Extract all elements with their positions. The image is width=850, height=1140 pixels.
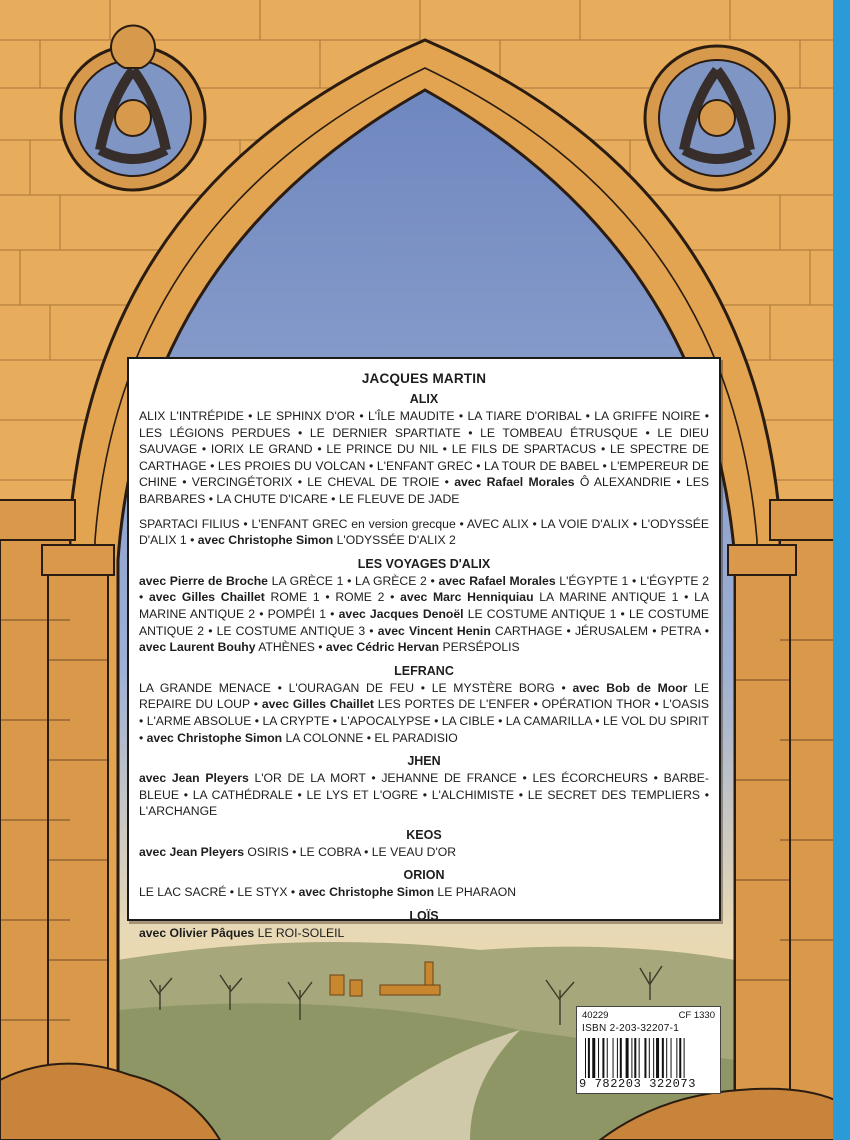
series-title-lois: LOÏS: [409, 909, 439, 924]
barcode-bar: [679, 1038, 681, 1078]
book-spine-edge: [833, 0, 850, 1140]
series-title-alix: ALIX: [409, 392, 439, 406]
barcode-bar: [684, 1038, 685, 1078]
barcode-bar: [613, 1038, 614, 1078]
barcode-bar: [676, 1038, 677, 1078]
cf-code: CF 1330: [678, 1010, 715, 1021]
barcode-bar: [620, 1038, 622, 1078]
barcode-bar: [585, 1038, 586, 1078]
catalog-panel: [127, 357, 721, 941]
barcode-bar: [592, 1038, 595, 1078]
barcode-bar: [671, 1038, 672, 1078]
barcode-bar: [626, 1038, 629, 1078]
barcode-bar: [634, 1038, 636, 1078]
barcode-bar: [649, 1038, 650, 1078]
barcode-bar: [607, 1038, 608, 1078]
series-list-lefranc: LA GRANDE MENACE • L'OURAGAN DE FEU • LE MYSTÈRE BORG • avec Bob de Moor LE REPAIRE DU LOUP • avec Gilles Chaillet LES PORTES DE L'ENFER • OPÉRATION THOR • L'OASIS • L'ARME ABSOLUE • LA CRYPTE • L'APOCALYPSE • LA CIBLE • LA CAMARILLA • LE VOL DU SPIRIT • avec Christophe Simon LA COLONNE • EL PARADISIO: [139, 680, 709, 745]
barcode-bar: [666, 1038, 667, 1078]
barcode-bars: [585, 1038, 715, 1078]
series-list-keos: avec Jean Pleyers OSIRIS • LE COBRA • LE VEAU D'OR: [139, 844, 457, 859]
series-list-jhen: avec Jean Pleyers L'OR DE LA MORT • JEHANNE DE FRANCE • LES ÉCORCHEURS • BARBE-BLEUE • LA CATHÉDRALE • LE LYS ET L'OGRE • L'ALCHIMISTE • LE SECRET DES TEMPLIERS • L'ARCHANGE: [139, 771, 709, 819]
series-list-lois: avec Olivier Pâques LE ROI-SOLEIL: [139, 926, 345, 941]
isbn: ISBN 2-203-32207-1: [582, 1023, 680, 1034]
rosette-right: [645, 46, 789, 190]
series-list-voyages: avec Pierre de Broche LA GRÈCE 1 • LA GRÈCE 2 • avec Rafael Morales L'ÉGYPTE 1 • L'ÉGYPTE 2 • avec Gilles Chaillet ROME 1 • ROME 2 • avec Marc Henniquiau LA MARINE ANTIQUE 1 • LA MARINE ANTIQUE 2 • POMPÉI 1 • avec Jacques Denoël LE COSTUME ANTIQUE 1 • LE COSTUME ANTIQUE 2 • LE COSTUME ANTIQUE 3 • avec Vincent Henin CARTHAGE • JÉRUSALEM • PETRA • avec Laurent Bouhy ATHÈNES • avec Cédric Hervan PERSÉPOLIS: [139, 573, 709, 655]
barcode-bar: [662, 1038, 664, 1078]
barcode-bar: [602, 1038, 604, 1078]
series-title-voyages: LES VOYAGES D'ALIX: [357, 556, 491, 571]
series-title-jhen: JHEN: [407, 754, 441, 769]
barcode-bar: [598, 1038, 599, 1078]
series-title-orion: ORION: [403, 868, 445, 883]
barcode-bar: [653, 1038, 654, 1078]
barcode-bar: [656, 1038, 659, 1078]
barcode-bar: [631, 1038, 632, 1078]
barcode-bar: [588, 1038, 590, 1078]
series-title-lefranc: LEFRANC: [394, 663, 454, 678]
ean-number: 9 782203 322073: [579, 1077, 697, 1091]
series-list-orion: LE LAC SACRÉ • LE STYX • avec Christophe Simon LE PHARAON: [139, 885, 516, 900]
barcode-label: [576, 1006, 721, 1094]
product-code: 40229: [582, 1010, 609, 1021]
author-name: JACQUES MARTIN: [361, 371, 487, 386]
barcode-bar: [644, 1038, 646, 1078]
barcode-bar: [639, 1038, 640, 1078]
barcode-bar: [617, 1038, 618, 1078]
right-columns: [728, 500, 835, 1140]
series-title-keos: KEOS: [406, 827, 442, 842]
series-list-alix: ALIX L'INTRÉPIDE • LE SPHINX D'OR • L'ÎLE MAUDITE • LA TIARE D'ORIBAL • LA GRIFFE NOIRE • LES LÉGIONS PERDUES • LE DERNIER SPARTIATE • LE TOMBEAU ÉTRUSQUE • LE DIEU SAUVAGE • IORIX LE GRAND • LE PRINCE DU NIL • LE FILS DE SPARTACUS • LE SPECTRE DE CARTHAGE • LES PROIES DU VOLCAN • L'ENFANT GREC • LA TOUR DE BABEL • L'EMPEREUR DE CHINE • VERCINGÉTORIX • LE CHEVAL DE TROIE • avec Rafael Morales Ô ALEXANDRIE • LES BARBARES • LA CHUTE D'ICARE • LE FLEUVE DE JADE SPARTACI FILIUS • L'ENFANT GREC en version grecque • AVEC ALIX • LA VOIE D'ALIX • L'ODYSSÉE D'ALIX 1 • avec Christophe Simon L'ODYSSÉE D'ALIX 2: [139, 409, 710, 548]
